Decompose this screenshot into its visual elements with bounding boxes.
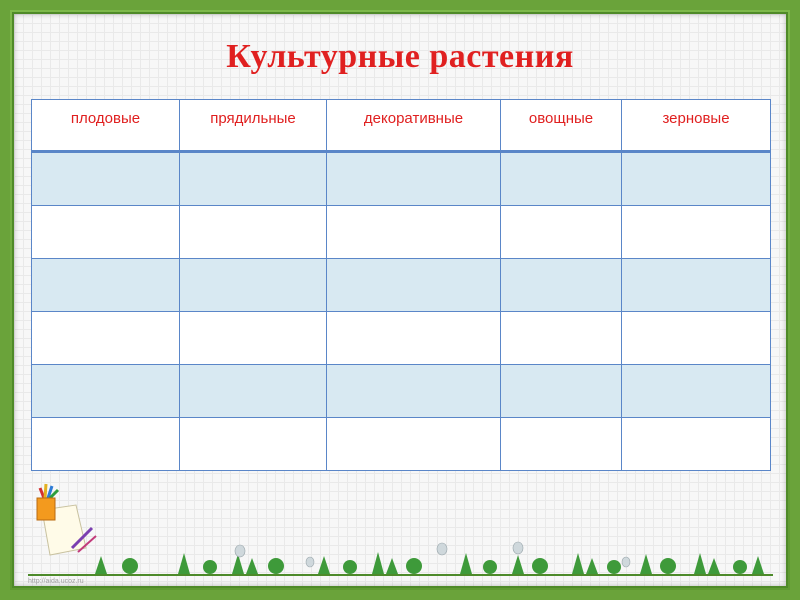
watermark: http://aida.ucoz.ru xyxy=(28,578,84,585)
column-header-fiber: прядильные xyxy=(180,100,327,152)
column-header-vegetable: овощные xyxy=(501,100,622,152)
slide-title: Культурные растения xyxy=(226,38,574,75)
column-header-ornamental: декоративные xyxy=(327,100,501,152)
ground-line xyxy=(28,574,773,576)
dewdrop-icon xyxy=(235,542,630,567)
column-header-grain: зерновые xyxy=(622,100,771,152)
column-header-fruit: плодовые xyxy=(32,100,180,152)
pencil-cup-icon xyxy=(37,484,96,555)
tree-row-icon xyxy=(95,552,764,574)
